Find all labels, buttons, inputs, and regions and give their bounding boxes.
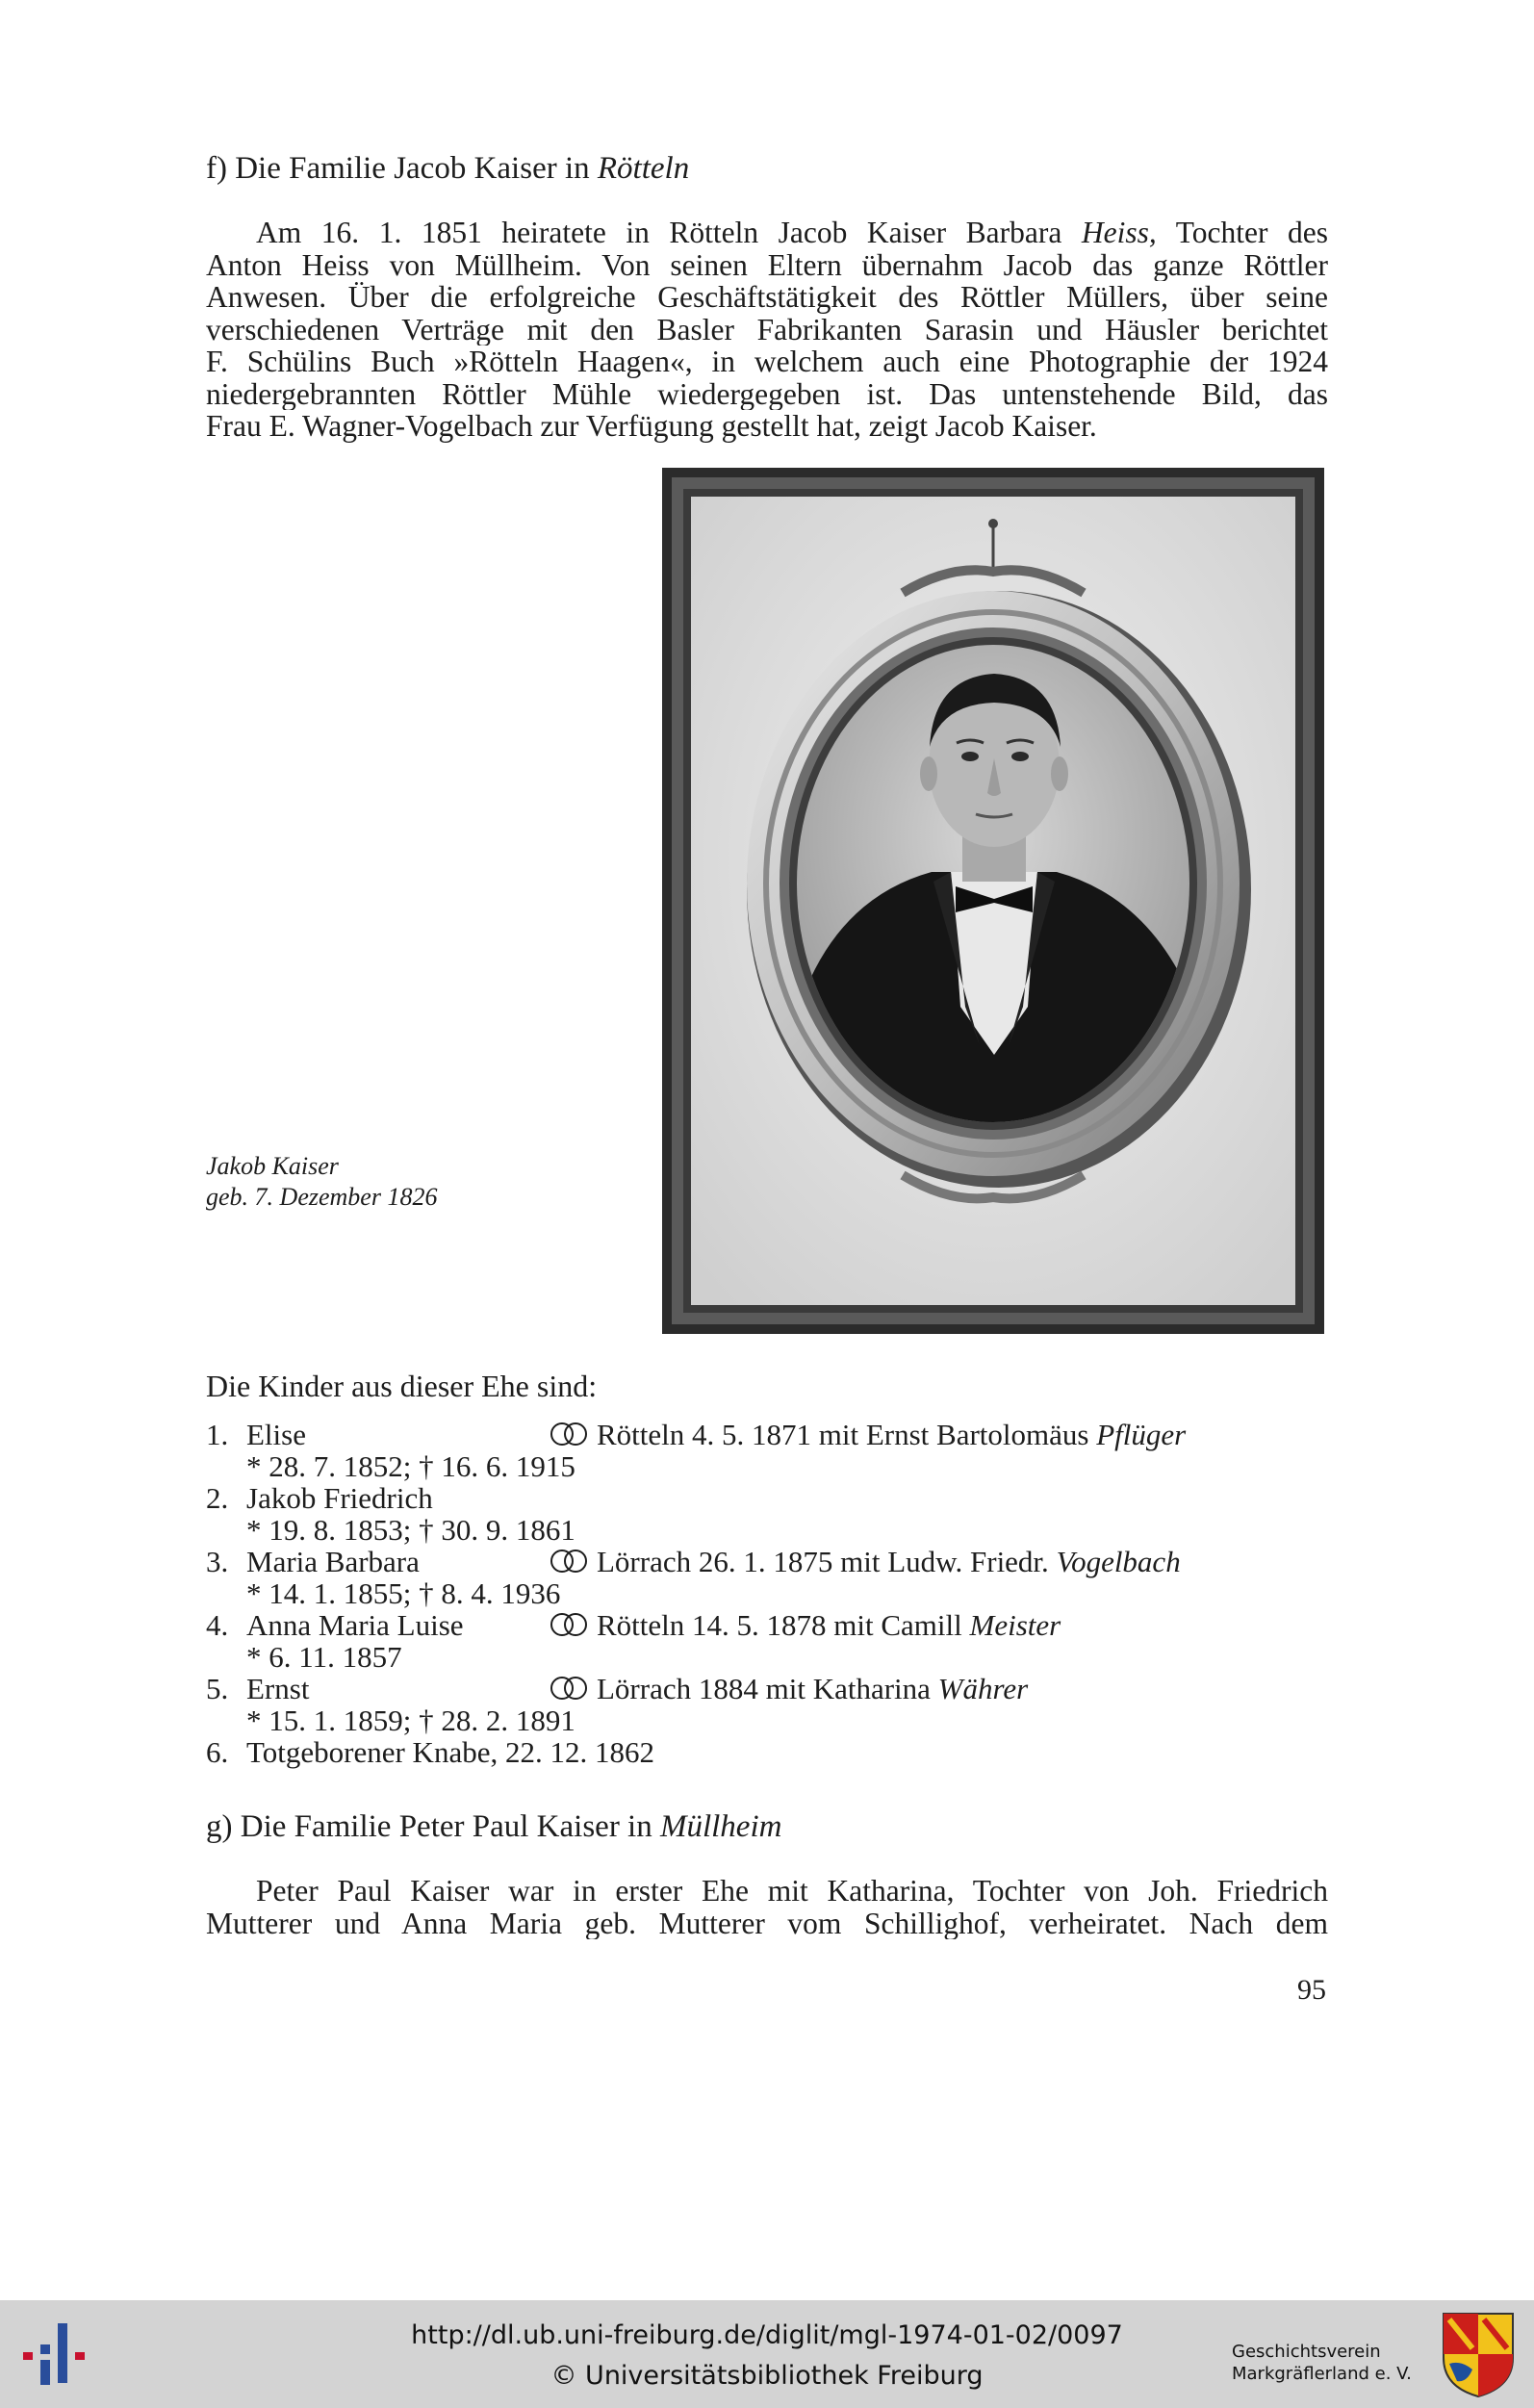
caption-birthdate: geb. 7. Dezember 1826 <box>206 1183 438 1211</box>
page-number: 95 <box>1297 1974 1326 2006</box>
section-g-paragraph <box>206 1875 1328 1939</box>
organization-name-line1: Geschichtsverein <box>1232 2342 1381 2362</box>
paragraph-line: Mutterer und Anna Maria geb. Mutterer vom Schillighof, verheiratet. Nach dem <box>206 1907 1328 1939</box>
footer-copyright: © Universitätsbibliothek Freiburg <box>550 2361 984 2391</box>
paragraph-line: Anton Heiss von Müllheim. Von seinen Eltern übernahm Jacob das ganze Röttler <box>206 248 1328 281</box>
coat-of-arms-icon <box>1440 2310 1517 2398</box>
section-g-heading-place: Müllheim <box>659 1809 782 1844</box>
portrait-photograph <box>662 468 1324 1334</box>
paragraph-line: Am 16. 1. 1851 heiratete in Rötteln Jacob Kaiser Barbara Heiss, Tochter des <box>256 217 1328 249</box>
marriage-rings-icon <box>550 1613 591 1638</box>
marriage-rings-icon <box>550 1422 591 1447</box>
children-intro: Die Kinder aus dieser Ehe sind: <box>206 1369 598 1403</box>
paragraph-line: niedergebrannten Röttler Mühle wiedergegeben ist. Das untenstehende Bild, das <box>206 377 1328 410</box>
marriage-entry: Rötteln 14. 5. 1878 mit Camill Meister <box>550 1609 1061 1642</box>
section-f-heading-place: Rötteln <box>597 151 690 186</box>
paragraph-line: Peter Paul Kaiser war in erster Ehe mit Katharina, Tochter von Joh. Friedrich <box>256 1875 1328 1908</box>
paragraph-line: F. Schülins Buch »Rötteln Haagen«, in welchem auch eine Photographie der 1924 <box>206 346 1328 378</box>
footer-url-link[interactable]: http://dl.ub.uni-freiburg.de/diglit/mgl-1974-01-02/0097 <box>411 2320 1123 2350</box>
marriage-rings-icon <box>550 1550 591 1575</box>
section-f-paragraph <box>206 217 1328 443</box>
marriage-entry: Rötteln 4. 5. 1871 mit Ernst Bartolomäus Pflüger <box>550 1419 1186 1451</box>
marriage-entry: Lörrach 1884 mit Katharina Währer <box>550 1673 1028 1705</box>
organization-name-line2: Markgräflerland e. V. <box>1232 2364 1412 2384</box>
portrait-caption <box>206 1151 437 1213</box>
section-f-heading-text: f) Die Familie Jacob Kaiser in <box>206 151 598 186</box>
paragraph-line: verschiedenen Verträge mit den Basler Fabrikanten Sarasin und Häusler berichtet <box>206 313 1328 346</box>
footer-organization <box>1232 2341 1434 2385</box>
caption-name: Jakob Kaiser <box>206 1152 339 1180</box>
footer-bar <box>0 2300 1534 2408</box>
section-g-heading-text: g) Die Familie Peter Paul Kaiser in <box>206 1809 660 1844</box>
children-list: 1. Elise Rötteln 4. 5. 1871 mit Ernst Bartolomäus Pflüger * 28. 7. 1852; † 16. 6. 1915 2. Jakob Friedrich * 19. 8. 1853; † 30. 9. 1861 3. Maria Barbara Lörrach 26. 1. 1875 mit Ludw. Friedr. Vogelbach * 14. 1. 1855; † 8. 4. 1936 4. Anna Maria Luise Rötteln 14. 5. 1878 mit Camill Meister * 6. 11. 1857 5. Ernst Lörrach 1884 mit Katharina Währer * 15. 1. 1859; † 28. 2. 1891 6. Totgeborener Knabe, 22. 12. 1862 <box>206 1418 1187 1769</box>
section-g-heading <box>206 1807 781 1846</box>
paragraph-line: Anwesen. Über die erfolgreiche Geschäftstätigkeit des Röttler Müllers, über seine <box>206 281 1328 314</box>
marriage-entry: Lörrach 26. 1. 1875 mit Ludw. Friedr. Vogelbach <box>550 1546 1181 1578</box>
section-f-heading <box>206 149 689 188</box>
marriage-rings-icon <box>550 1677 591 1702</box>
paragraph-line: Frau E. Wagner-Vogelbach zur Verfügung gestellt hat, zeigt Jacob Kaiser. <box>206 410 1097 443</box>
